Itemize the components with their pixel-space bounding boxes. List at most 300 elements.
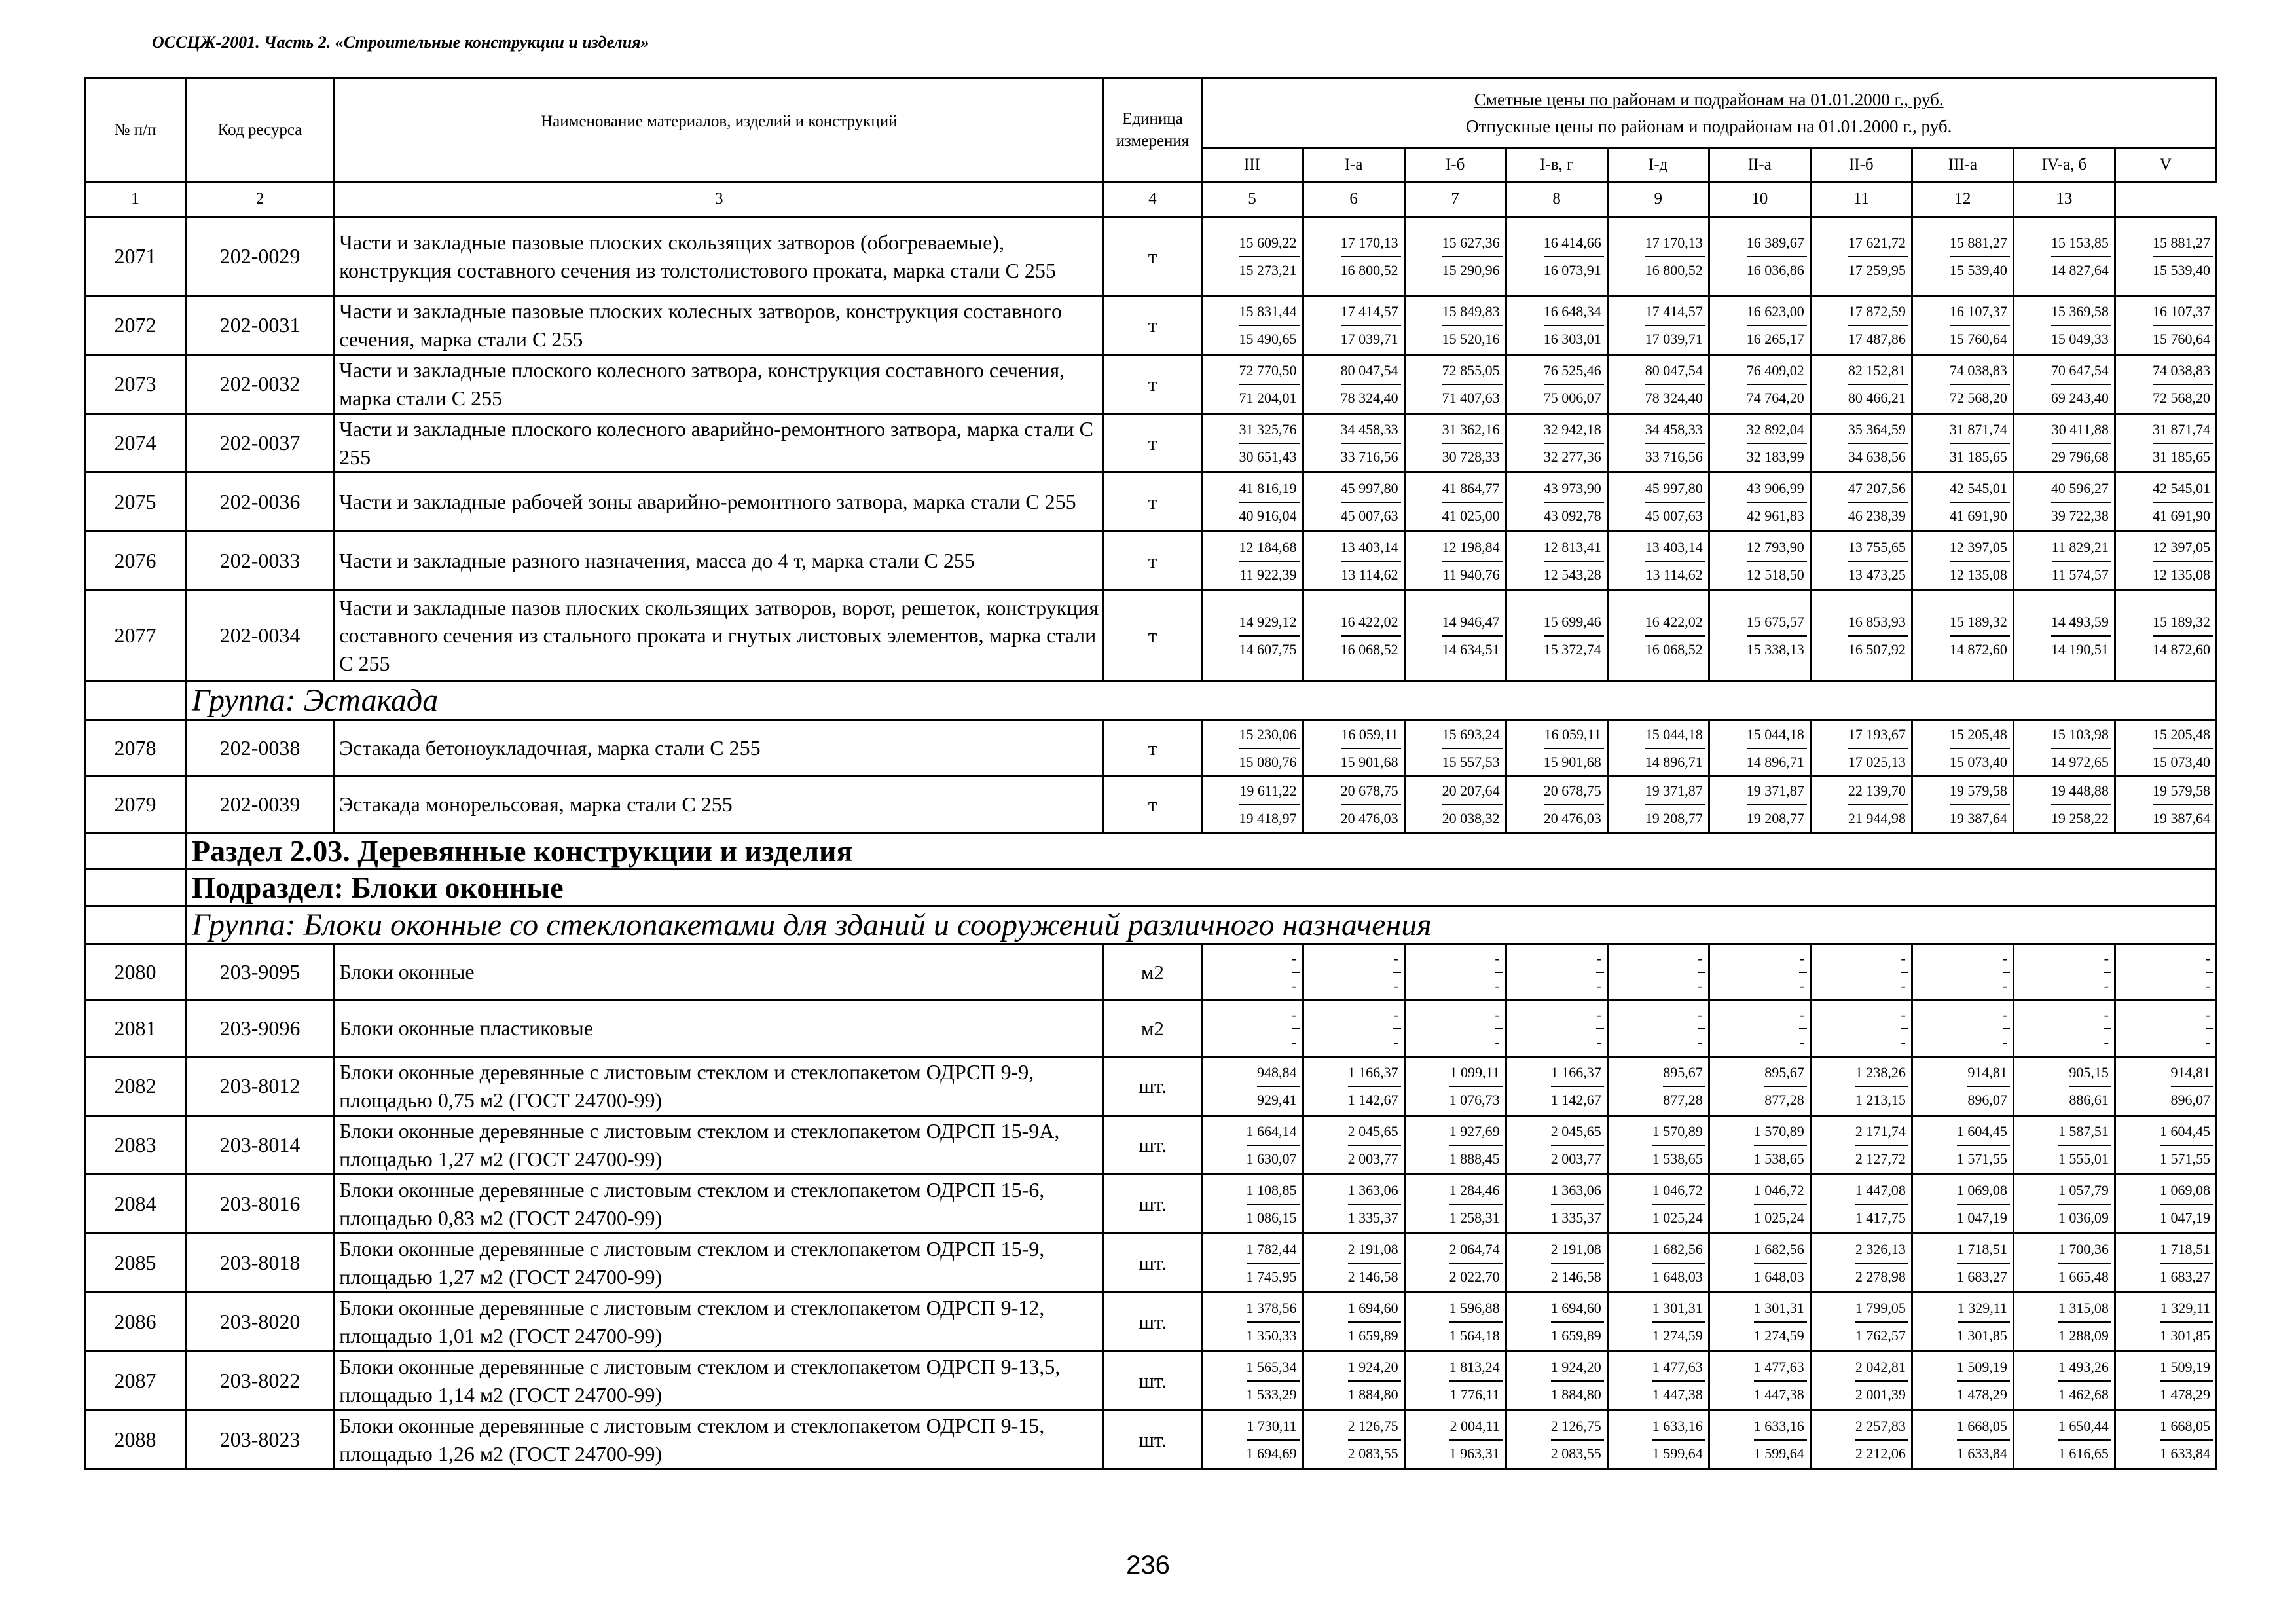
price-cell: [1912, 473, 2013, 532]
release-price: 15 901,68: [1543, 753, 1601, 770]
table-row: [85, 1352, 2217, 1411]
estimate-price: 1 166,37: [1551, 1060, 1604, 1087]
price-table: [84, 77, 2217, 1470]
price-cell: [1506, 473, 1607, 532]
price-cell: [1201, 1411, 1303, 1469]
price-cell: [1607, 1293, 1709, 1352]
table-row: [85, 532, 2217, 591]
column-number: 10: [1709, 182, 1810, 217]
group-title: Группа: Блоки оконные со стеклопакетами для зданий и сооружений различного назначения: [186, 906, 2217, 944]
table-row: [85, 1116, 2217, 1175]
price-cell: [1810, 591, 1912, 681]
estimate-price: 31 362,16: [1442, 416, 1503, 444]
release-price: 1 478,29: [2160, 1386, 2210, 1403]
price-cell: [1709, 217, 1810, 296]
release-price: -: [1495, 977, 1500, 994]
release-price: 12 518,50: [1746, 566, 1804, 583]
price-cell: [1404, 720, 1506, 777]
estimate-price: -: [1292, 1002, 1299, 1029]
estimate-price: -: [1393, 946, 1400, 973]
estimate-price: -: [1698, 1002, 1705, 1029]
row-number: 2080: [85, 944, 186, 1001]
resource-code: 202-0037: [186, 414, 335, 473]
price-cell: [1404, 1352, 1506, 1411]
release-price: 15 760,64: [1949, 330, 2007, 347]
release-price: 19 258,22: [2050, 809, 2109, 826]
release-price: 2 127,72: [1855, 1150, 1906, 1167]
item-name: Части и закладные разного назначения, масса до 4 т, марка стали С 255: [335, 532, 1104, 591]
release-price: 17 259,95: [1848, 261, 1906, 278]
price-cell: [1607, 777, 1709, 833]
price-title-release: Отпускные цены по районам и подрайонам на 01.01.2000 г., руб.: [1466, 116, 1952, 136]
row-number: 2071: [85, 217, 186, 296]
region-header: III: [1201, 148, 1303, 182]
release-price: -: [1596, 1033, 1601, 1050]
row-number: 2086: [85, 1293, 186, 1352]
estimate-price: 42 545,01: [1950, 475, 2010, 503]
empty-cell: [85, 906, 186, 944]
table-row: [85, 1001, 2217, 1057]
release-price: 1 335,37: [1347, 1209, 1398, 1226]
release-price: 1 599,64: [1652, 1445, 1703, 1462]
release-price: 14 896,71: [1645, 753, 1703, 770]
price-cell: [1303, 1001, 1404, 1057]
estimate-price: -: [1698, 946, 1705, 973]
price-cell: [1912, 1057, 2013, 1116]
unit-cell: т: [1104, 591, 1201, 681]
region-header: IV-а, б: [2013, 148, 2115, 182]
resource-code: 202-0039: [186, 777, 335, 833]
release-price: 30 728,33: [1442, 448, 1500, 465]
price-cell: [1506, 777, 1607, 833]
resource-code: 202-0029: [186, 217, 335, 296]
estimate-price: 12 184,68: [1239, 534, 1300, 562]
price-cell: [1912, 532, 2013, 591]
price-cell: [1709, 1175, 1810, 1234]
release-price: -: [1495, 1033, 1500, 1050]
unit-cell: м2: [1104, 1001, 1201, 1057]
price-cell: [2115, 1234, 2216, 1293]
release-price: 1 142,67: [1550, 1091, 1601, 1108]
region-header: I-д: [1607, 148, 1709, 182]
release-price: 1 745,95: [1246, 1268, 1297, 1285]
release-price: -: [2205, 1033, 2210, 1050]
release-price: 17 025,13: [1848, 753, 1906, 770]
price-cell: [1303, 473, 1404, 532]
estimate-price: 1 493,26: [2058, 1354, 2111, 1382]
section-row: [85, 870, 2217, 906]
release-price: 16 073,91: [1543, 261, 1601, 278]
price-cell: [1404, 1411, 1506, 1469]
estimate-price: 1 057,79: [2058, 1177, 2111, 1205]
estimate-price: 1 509,19: [1957, 1354, 2010, 1382]
unit-cell: т: [1104, 217, 1201, 296]
estimate-price: 1 477,63: [1652, 1354, 1705, 1382]
price-cell: [1506, 1293, 1607, 1352]
group-title: Группа: Эстакада: [186, 681, 2217, 720]
estimate-price: 2 257,83: [1855, 1413, 1908, 1441]
price-cell: [2013, 473, 2115, 532]
estimate-price: 15 609,22: [1239, 230, 1300, 257]
release-price: 1 350,33: [1246, 1327, 1297, 1344]
price-cell: [1709, 777, 1810, 833]
region-header: II-а: [1709, 148, 1810, 182]
price-cell: [1506, 1001, 1607, 1057]
price-cell: [1709, 1293, 1810, 1352]
price-cell: [1201, 591, 1303, 681]
release-price: -: [1292, 1033, 1297, 1050]
estimate-price: 1 046,72: [1652, 1177, 1705, 1205]
release-price: 1 694,69: [1246, 1445, 1297, 1462]
price-cell: [1506, 1234, 1607, 1293]
release-price: 1 047,19: [2160, 1209, 2210, 1226]
item-name: Блоки оконные деревянные с листовым стеклом и стеклопакетом ОДРСП 15-9А, площадью 1,27 м2 (ГОСТ 24700-99): [335, 1116, 1104, 1175]
resource-code: 203-9096: [186, 1001, 335, 1057]
item-name: Блоки оконные деревянные с листовым стеклом и стеклопакетом ОДРСП 9-15, площадью 1,26 м2 (ГОСТ 24700-99): [335, 1411, 1104, 1469]
estimate-price: 42 545,01: [2153, 475, 2213, 503]
release-price: -: [1698, 1033, 1703, 1050]
price-cell: [1810, 777, 1912, 833]
estimate-price: 74 038,83: [1950, 358, 2010, 385]
estimate-price: 19 579,58: [1950, 778, 2010, 805]
estimate-price: 14 493,59: [2051, 609, 2111, 637]
release-price: 33 716,56: [1645, 448, 1703, 465]
region-header: I-а: [1303, 148, 1404, 182]
item-name: Части и закладные пазовые плоских колесных затворов, конструкция составного сечения, марка стали С 255: [335, 296, 1104, 355]
price-cell: [1810, 1116, 1912, 1175]
empty-cell: [85, 833, 186, 870]
price-cell: [2013, 1234, 2115, 1293]
release-price: 886,61: [2069, 1091, 2109, 1108]
price-cell: [1404, 777, 1506, 833]
estimate-price: 16 107,37: [2153, 299, 2213, 326]
estimate-price: 1 378,56: [1247, 1295, 1300, 1323]
estimate-price: -: [1901, 1002, 1908, 1029]
release-price: 1 274,59: [1652, 1327, 1703, 1344]
resource-code: 203-8014: [186, 1116, 335, 1175]
release-price: 75 006,07: [1543, 389, 1601, 406]
estimate-price: 1 570,89: [1652, 1118, 1705, 1146]
row-number: 2081: [85, 1001, 186, 1057]
price-cell: [2115, 720, 2216, 777]
release-price: 74 764,20: [1746, 389, 1804, 406]
release-price: -: [2002, 977, 2007, 994]
release-price: 1 683,27: [2160, 1268, 2210, 1285]
price-cell: [1607, 1352, 1709, 1411]
price-cell: [1404, 217, 1506, 296]
price-cell: [1709, 355, 1810, 414]
row-number: 2084: [85, 1175, 186, 1234]
table-row: [85, 1234, 2217, 1293]
release-price: 2 146,58: [1550, 1268, 1601, 1285]
release-price: 16 303,01: [1543, 330, 1601, 347]
price-cell: [1607, 296, 1709, 355]
price-cell: [2115, 1001, 2216, 1057]
release-price: 1 533,29: [1246, 1386, 1297, 1403]
release-price: 1 648,03: [1652, 1268, 1703, 1285]
estimate-price: 72 770,50: [1239, 358, 1300, 385]
item-name: Эстакада бетоноукладочная, марка стали С 255: [335, 720, 1104, 777]
estimate-price: 16 422,02: [1341, 609, 1401, 637]
price-cell: [1303, 296, 1404, 355]
price-cell: [1912, 1293, 2013, 1352]
price-cell: [1201, 1001, 1303, 1057]
estimate-price: 1 664,14: [1247, 1118, 1300, 1146]
price-cell: [2013, 1293, 2115, 1352]
estimate-price: 1 301,31: [1652, 1295, 1705, 1323]
price-cell: [1912, 1234, 2013, 1293]
estimate-price: 16 059,11: [1341, 722, 1400, 749]
unit-cell: т: [1104, 414, 1201, 473]
col-header-name: Наименование материалов, изделий и конструкций: [335, 79, 1104, 182]
empty-cell: [85, 681, 186, 720]
resource-code: 203-8018: [186, 1234, 335, 1293]
price-cell: [1810, 1411, 1912, 1469]
estimate-price: 1 700,36: [2058, 1236, 2111, 1264]
estimate-price: 43 973,90: [1544, 475, 1604, 503]
price-cell: [1404, 591, 1506, 681]
price-cell: [1912, 414, 2013, 473]
estimate-price: 1 363,06: [1551, 1177, 1604, 1205]
release-price: 15 901,68: [1340, 753, 1398, 770]
release-price: 1 665,48: [2058, 1268, 2109, 1285]
release-price: 1 616,65: [2058, 1445, 2109, 1462]
price-cell: [1506, 591, 1607, 681]
estimate-price: 2 171,74: [1855, 1118, 1908, 1146]
price-cell: [1303, 1116, 1404, 1175]
release-price: 13 114,62: [1645, 566, 1703, 583]
column-number: 4: [1104, 182, 1201, 217]
empty-cell: [85, 870, 186, 906]
release-price: 19 387,64: [1949, 809, 2007, 826]
release-price: 19 387,64: [2153, 809, 2210, 826]
estimate-price: 17 193,67: [1848, 722, 1908, 749]
release-price: 16 036,86: [1746, 261, 1804, 278]
section-title: Раздел 2.03. Деревянные конструкции и изделия: [186, 833, 2217, 870]
estimate-price: 1 924,20: [1551, 1354, 1604, 1382]
estimate-price: 15 103,98: [2051, 722, 2111, 749]
row-number: 2087: [85, 1352, 186, 1411]
price-cell: [1404, 944, 1506, 1001]
estimate-price: 2 326,13: [1855, 1236, 1908, 1264]
price-cell: [1912, 355, 2013, 414]
price-cell: [1201, 1175, 1303, 1234]
price-cell: [1912, 1352, 2013, 1411]
table-row: [85, 1175, 2217, 1234]
estimate-price: -: [1596, 1002, 1603, 1029]
estimate-price: 2 064,74: [1449, 1236, 1503, 1264]
release-price: 17 487,86: [1848, 330, 1906, 347]
estimate-price: 41 864,77: [1442, 475, 1503, 503]
release-price: 39 722,38: [2050, 507, 2109, 524]
price-cell: [2115, 1293, 2216, 1352]
release-price: 929,41: [1257, 1091, 1297, 1108]
unit-cell: шт.: [1104, 1175, 1201, 1234]
price-cell: [1810, 296, 1912, 355]
estimate-price: 13 403,14: [1341, 534, 1401, 562]
column-number: 5: [1201, 182, 1303, 217]
release-price: 15 490,65: [1239, 330, 1297, 347]
release-price: 45 007,63: [1340, 507, 1398, 524]
estimate-price: 16 059,11: [1544, 722, 1604, 749]
price-cell: [1709, 296, 1810, 355]
price-cell: [1607, 532, 1709, 591]
release-price: 32 277,36: [1543, 448, 1601, 465]
release-price: 15 049,33: [2050, 330, 2109, 347]
release-price: 20 476,03: [1543, 809, 1601, 826]
price-cell: [1404, 473, 1506, 532]
unit-cell: шт.: [1104, 1234, 1201, 1293]
unit-cell: т: [1104, 296, 1201, 355]
table-row: [85, 591, 2217, 681]
item-name: Блоки оконные деревянные с листовым стеклом и стеклопакетом ОДРСП 9-13,5, площадью 1,14 м2 (ГОСТ 24700-99): [335, 1352, 1104, 1411]
price-cell: [1303, 1175, 1404, 1234]
row-number: 2074: [85, 414, 186, 473]
price-cell: [1404, 1175, 1506, 1234]
estimate-price: 1 329,11: [2160, 1295, 2213, 1323]
estimate-price: -: [2003, 1002, 2010, 1029]
column-number: 9: [1607, 182, 1709, 217]
item-name: Части и закладные рабочей зоны аварийно-ремонтного затвора, марка стали С 255: [335, 473, 1104, 532]
price-cell: [1810, 1352, 1912, 1411]
estimate-price: 15 675,57: [1747, 609, 1807, 637]
price-cell: [2115, 777, 2216, 833]
price-cell: [1201, 720, 1303, 777]
estimate-price: 16 648,34: [1544, 299, 1604, 326]
estimate-price: 22 139,70: [1848, 778, 1908, 805]
price-cell: [1709, 532, 1810, 591]
release-price: 19 208,77: [1645, 809, 1703, 826]
release-price: 1 571,55: [2160, 1150, 2210, 1167]
price-cell: [2115, 414, 2216, 473]
table-row: [85, 944, 2217, 1001]
estimate-price: 45 997,80: [1341, 475, 1401, 503]
resource-code: 203-8016: [186, 1175, 335, 1234]
row-number: 2082: [85, 1057, 186, 1116]
estimate-price: 80 047,54: [1341, 358, 1401, 385]
release-price: 1 683,27: [1956, 1268, 2007, 1285]
release-price: 15 273,21: [1239, 261, 1297, 278]
release-price: 14 634,51: [1442, 640, 1500, 657]
price-cell: [1201, 1234, 1303, 1293]
price-cell: [2115, 944, 2216, 1001]
price-cell: [1506, 414, 1607, 473]
price-cell: [1506, 944, 1607, 1001]
price-cell: [1607, 473, 1709, 532]
estimate-price: 16 422,02: [1645, 609, 1705, 637]
release-price: 16 800,52: [1340, 261, 1398, 278]
estimate-price: 80 047,54: [1645, 358, 1705, 385]
release-price: 2 278,98: [1855, 1268, 1906, 1285]
release-price: -: [2002, 1033, 2007, 1050]
price-cell: [1709, 473, 1810, 532]
price-cell: [1404, 1057, 1506, 1116]
price-cell: [1201, 532, 1303, 591]
table-row: [85, 1411, 2217, 1469]
release-price: 2 003,77: [1550, 1150, 1601, 1167]
item-name: Блоки оконные деревянные с листовым стеклом и стеклопакетом ОДРСП 15-6, площадью 0,83 м2 (ГОСТ 24700-99): [335, 1175, 1104, 1234]
col-header-no: № п/п: [85, 79, 186, 182]
release-price: 16 507,92: [1848, 640, 1906, 657]
release-price: 17 039,71: [1645, 330, 1703, 347]
row-number: 2072: [85, 296, 186, 355]
column-number: 3: [335, 182, 1104, 217]
release-price: 13 473,25: [1848, 566, 1906, 583]
estimate-price: 12 813,41: [1544, 534, 1604, 562]
estimate-price: 41 816,19: [1239, 475, 1300, 503]
estimate-price: 895,67: [1663, 1060, 1705, 1087]
release-price: 2 212,06: [1855, 1445, 1906, 1462]
estimate-price: 19 371,87: [1747, 778, 1807, 805]
column-number: 1: [85, 182, 186, 217]
table-row: [85, 414, 2217, 473]
price-cell: [2115, 217, 2216, 296]
resource-code: 202-0033: [186, 532, 335, 591]
price-cell: [1404, 1001, 1506, 1057]
release-price: 11 574,57: [2051, 566, 2109, 583]
estimate-price: 15 849,83: [1442, 299, 1503, 326]
table-row: [85, 217, 2217, 296]
estimate-price: 1 565,34: [1247, 1354, 1300, 1382]
resource-code: 203-8012: [186, 1057, 335, 1116]
estimate-price: 1 718,51: [2160, 1236, 2213, 1264]
estimate-price: 12 397,05: [2153, 534, 2213, 562]
estimate-price: 1 782,44: [1247, 1236, 1300, 1264]
group-row: [85, 906, 2217, 944]
table-row: [85, 1293, 2217, 1352]
release-price: -: [1393, 1033, 1398, 1050]
estimate-price: 2 191,08: [1551, 1236, 1604, 1264]
release-price: 15 539,40: [1949, 261, 2007, 278]
release-price: -: [1698, 977, 1703, 994]
release-price: 877,28: [1663, 1091, 1703, 1108]
resource-code: 202-0038: [186, 720, 335, 777]
price-cell: [1201, 355, 1303, 414]
release-price: -: [1901, 1033, 1906, 1050]
estimate-price: -: [1495, 1002, 1502, 1029]
group-row: [85, 681, 2217, 720]
resource-code: 203-8022: [186, 1352, 335, 1411]
release-price: 1 301,85: [1956, 1327, 2007, 1344]
price-cell: [1810, 1175, 1912, 1234]
price-cell: [2013, 777, 2115, 833]
release-price: 11 940,76: [1442, 566, 1500, 583]
price-cell: [1912, 1175, 2013, 1234]
release-price: 30 651,43: [1239, 448, 1297, 465]
table-row: [85, 473, 2217, 532]
release-price: 2 083,55: [1347, 1445, 1398, 1462]
release-price: -: [1799, 1033, 1804, 1050]
item-name: Части и закладные плоского колесного аварийно-ремонтного затвора, марка стали С 255: [335, 414, 1104, 473]
release-price: 34 638,56: [1848, 448, 1906, 465]
release-price: 13 114,62: [1341, 566, 1398, 583]
estimate-price: -: [1292, 946, 1299, 973]
price-cell: [1709, 1057, 1810, 1116]
release-price: -: [1799, 977, 1804, 994]
release-price: 896,07: [1967, 1091, 2007, 1108]
table-row: [85, 720, 2217, 777]
price-cell: [2013, 217, 2115, 296]
price-cell: [2013, 1175, 2115, 1234]
estimate-price: 31 871,74: [2153, 416, 2213, 444]
estimate-price: 948,84: [1257, 1060, 1300, 1087]
release-price: 1 417,75: [1855, 1209, 1906, 1226]
estimate-price: 16 414,66: [1544, 230, 1604, 257]
estimate-price: 12 397,05: [1950, 534, 2010, 562]
release-price: 15 520,16: [1442, 330, 1500, 347]
release-price: 14 872,60: [1949, 640, 2007, 657]
release-price: 19 208,77: [1746, 809, 1804, 826]
